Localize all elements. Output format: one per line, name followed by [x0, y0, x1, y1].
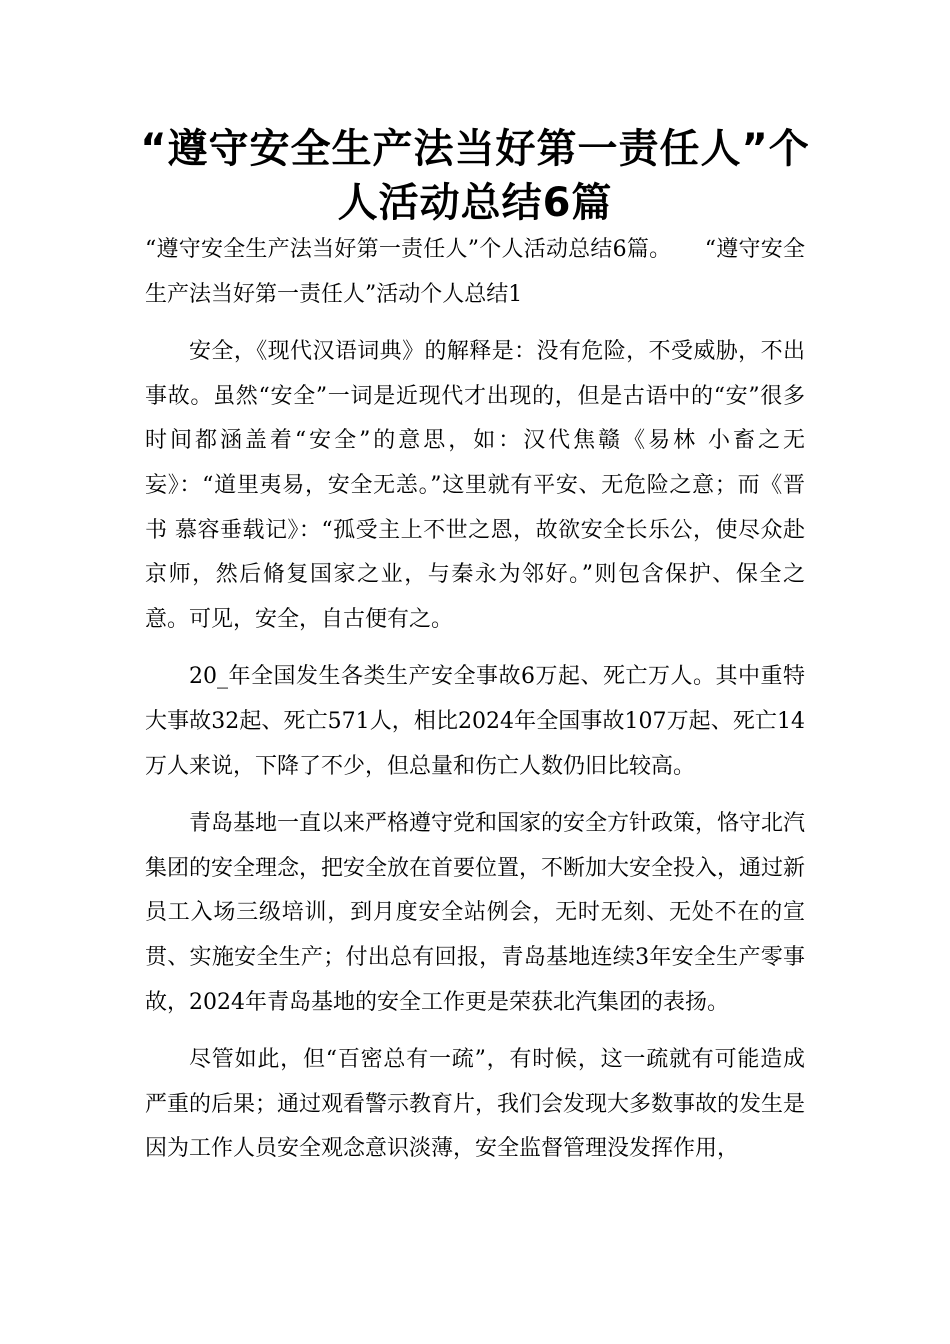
paragraph-warning-education: 尽管如此，但“百密总有一疏”，有时候，这一疏就有可能造成严重的后果；通过观看警示教育片，我们会发现大多数事故的发生是因为工作人员安全观念意识淡薄，安全监督管理没发挥作用，	[145, 1047, 806, 1162]
intro-paragraph: “遵守安全生产法当好第一责任人”个人活动总结6篇。 “遵守安全生产法当好第一责任人”活动个人总结1	[145, 237, 805, 307]
paragraph-accident-statistics: 20_年全国发生各类生产安全事故6万起、死亡万人。其中重特大事故32起、死亡571人，相比2024年全国事故107万起、死亡14万人来说，下降了不少，但总量和伤亡人数仍旧比较高。	[145, 664, 805, 779]
document-body	[145, 228, 805, 1185]
paragraph-safety-definition: 安全，《现代汉语词典》的解释是：没有危险，不受威胁，不出事故。虽然“安全”一词是近现代才出现的，但是古语中的“安”很多时间都涵盖着“安全”的意思，如：汉代焦赣《易林 小畜之无妄》：“道里夷易，安全无恙。”这里就有平安、无危险之意；而《晋书 慕容垂载记》：“孤受主上不世之恩，故欲安全长乐公，使尽众赴京师，然后脩复国家之业，与秦永为邻好。”则包含保护、保全之意。可见，安全，自古便有之。	[145, 339, 805, 632]
document-title: “遵守安全生产法当好第一责任人”个人活动总结6篇	[140, 126, 810, 226]
paragraph-qingdao-base: 青岛基地一直以来严格遵守党和国家的安全方针政策，恪守北汽集团的安全理念，把安全放在首要位置，不断加大安全投入，通过新员工入场三级培训，到月度安全站例会，无时无刻、无处不在的宣贯、实施安全生产；付出总有回报，青岛基地连续3年安全生产零事故，2024年青岛基地的安全工作更是荣获北汽集团的表扬。	[145, 811, 806, 1015]
